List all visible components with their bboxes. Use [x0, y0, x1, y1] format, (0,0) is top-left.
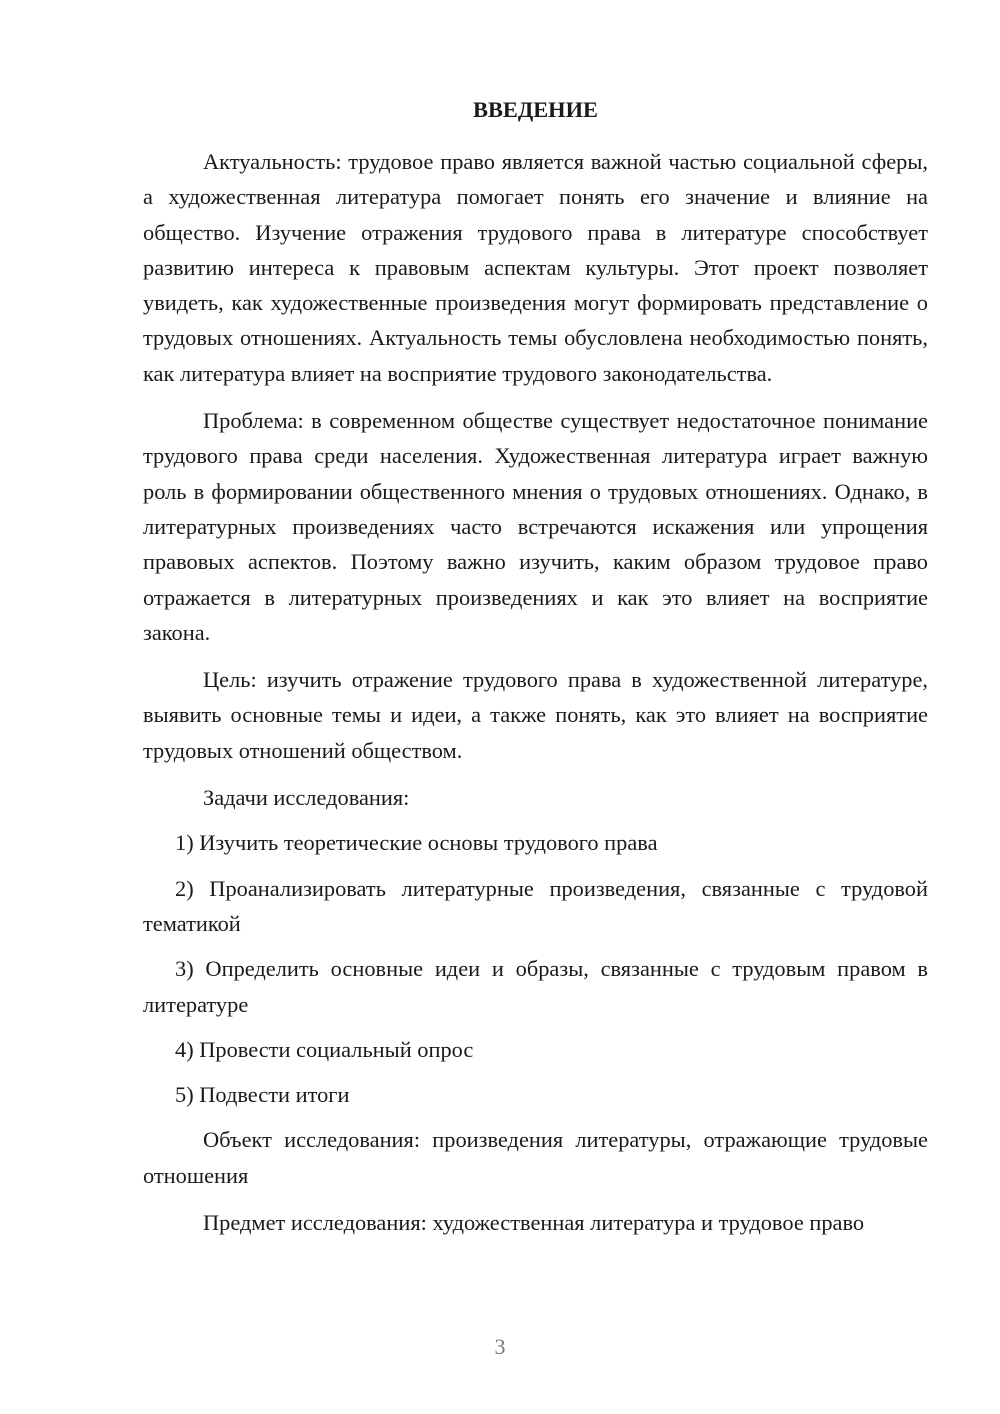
- goal-paragraph: Цель: изучить отражение трудового права в художественной литературе, выявить основные темы и идеи, а также понять, как это влияет на восприятие трудовых отношений обществом.: [143, 667, 928, 763]
- task-item: 4) Провести социальный опрос: [175, 1036, 474, 1062]
- section-title: ВВЕДЕНИЕ: [473, 97, 598, 122]
- object-paragraph: Объект исследования: произведения литературы, отражающие трудовые отношения: [143, 1127, 928, 1188]
- task-item: 2) Проанализировать литературные произведения, связанные с трудовой тематикой: [143, 875, 928, 936]
- page-number: 3: [494, 1334, 506, 1359]
- subject-paragraph: Предмет исследования: художественная литература и трудовое право: [203, 1210, 865, 1236]
- task-item: 1) Изучить теоретические основы трудового права: [175, 830, 658, 856]
- problem-paragraph: Проблема: в современном обществе существует недостаточное понимание трудового права среди населения. Художественная литература играет важную роль в формировании общественного мнения о трудовых отношениях. Однако, в литературных произведениях часто встречаются искажения или упрощения правовых аспектов. Поэтому важно изучить, каким образом трудовое право отражается в литературных произведениях и как это влияет на восприятие закона.: [143, 408, 928, 645]
- document-page: [143, 92, 928, 1252]
- task-item: 5) Подвести итоги: [175, 1082, 350, 1108]
- relevance-paragraph: Актуальность: трудовое право является важной частью социальной сферы, а художественная литература помогает понять его значение и влияние на общество. Изучение отражения трудового права в литературе способствует развитию интереса к правовым аспектам культуры. Этот проект позволяет увидеть, как художественные произведения могут формировать представление о трудовых отношениях. Актуальность темы обусловлена необходимостью понять, как литература влияет на восприятие трудового законодательства.: [143, 149, 928, 386]
- tasks-heading: Задачи исследования:: [203, 785, 410, 811]
- task-item: 3) Определить основные идеи и образы, связанные с трудовым правом в литературе: [143, 956, 928, 1017]
